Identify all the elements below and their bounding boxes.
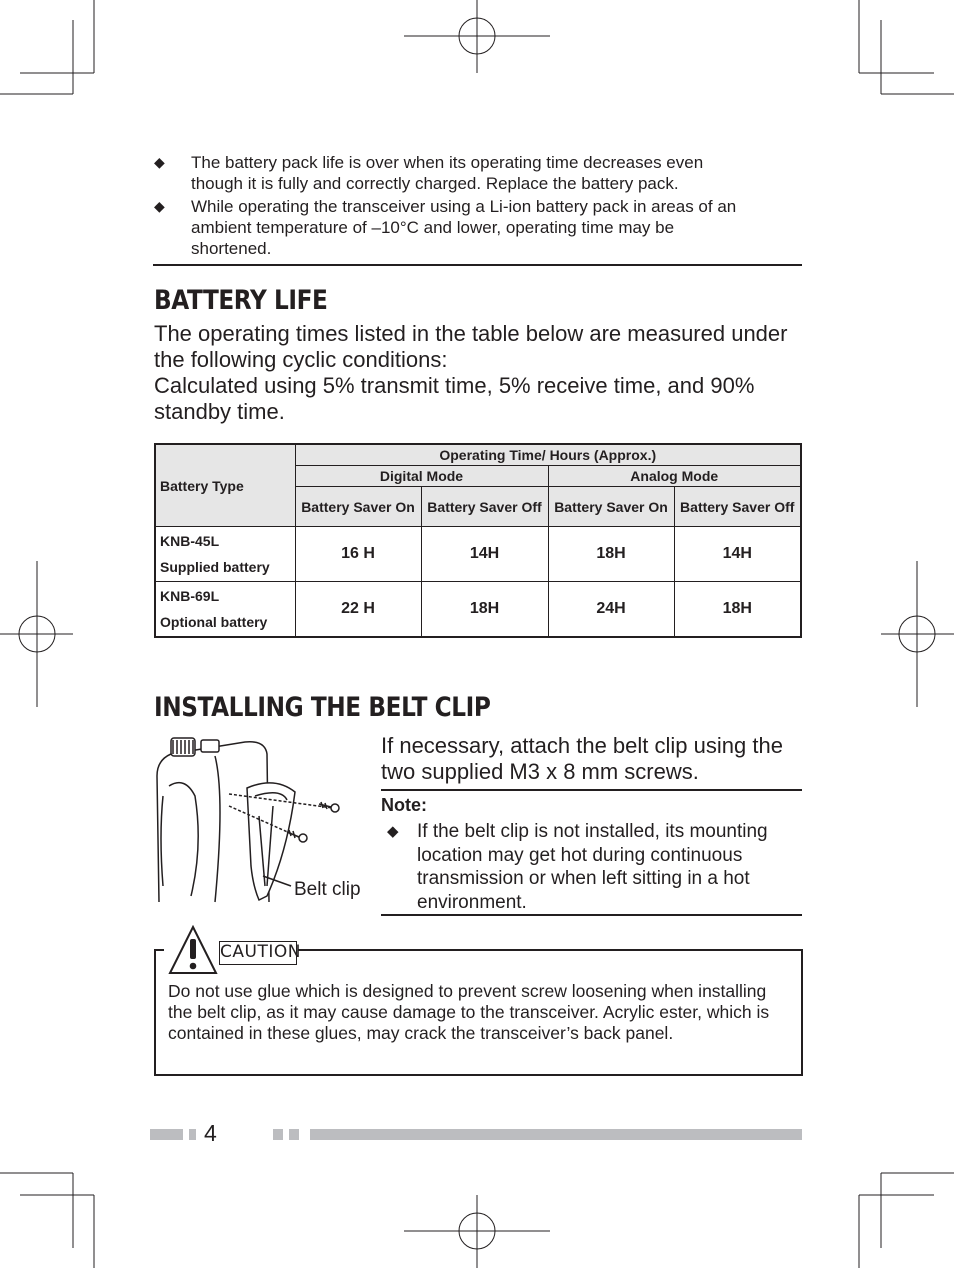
table-row — [155, 582, 801, 637]
battery-model: KNB-45L — [160, 533, 220, 549]
header-saver-on: Battery Saver On — [548, 487, 674, 527]
section-title-battery-life: BATTERY LIFE — [154, 285, 328, 316]
section-divider — [153, 264, 802, 266]
table-cell: 18H — [674, 582, 801, 637]
header-saver-off: Battery Saver Off — [421, 487, 548, 527]
belt-clip-callout: Belt clip — [294, 879, 361, 900]
battery-life-table — [154, 443, 802, 638]
battery-desc: Supplied battery — [160, 559, 270, 575]
intro-paragraph: Calculated using 5% transmit time, 5% receive time, and 90% standby time. — [154, 373, 755, 424]
header-analog-mode: Analog Mode — [548, 466, 801, 487]
table-cell: 16 H — [295, 527, 421, 582]
belt-clip-illustration — [155, 736, 375, 904]
header-saver-on: Battery Saver On — [295, 487, 421, 527]
header-saver-off: Battery Saver Off — [674, 487, 801, 527]
belt-clip-note-text: If the belt clip is not installed, its mounting location may get hot during continuous transmission or when left sitting in a hot environment. — [417, 821, 768, 913]
note-text: The battery pack life is over when its operating time decreases even though it is fully and correctly charged. Replace the battery pack. — [191, 153, 704, 193]
bullet-icon: ◆ — [154, 154, 165, 170]
note-item — [153, 152, 801, 194]
header-operating-time: Operating Time/ Hours (Approx.) — [295, 444, 801, 466]
note-rule-top — [381, 789, 802, 791]
table-cell: 14H — [421, 527, 548, 582]
row-label — [155, 527, 295, 582]
intro-paragraph: The operating times listed in the table below are measured under the following cyclic conditions: — [154, 321, 788, 372]
table-cell: 18H — [421, 582, 548, 637]
battery-model: KNB-69L — [160, 587, 220, 604]
battery-notes — [153, 152, 801, 261]
footer-bar — [310, 1129, 802, 1140]
note-label: Note: — [381, 795, 427, 815]
battery-desc: Optional battery — [160, 613, 268, 630]
row-label — [155, 582, 295, 637]
belt-clip-note — [381, 820, 801, 914]
bullet-icon: ◆ — [387, 823, 399, 840]
table-cell: 24H — [548, 582, 674, 637]
footer-bar — [289, 1129, 299, 1140]
header-digital-mode: Digital Mode — [295, 466, 548, 487]
footer-bar — [273, 1129, 283, 1140]
footer-bar — [150, 1129, 183, 1140]
table-cell: 14H — [674, 527, 801, 582]
note-rule-bottom — [381, 914, 802, 916]
bullet-icon: ◆ — [154, 198, 165, 214]
table-row — [155, 527, 801, 582]
belt-clip-instruction: If necessary, attach the belt clip using the two supplied M3 x 8 mm screws. — [381, 733, 783, 784]
warning-triangle-icon — [168, 925, 218, 977]
table-cell: 22 H — [295, 582, 421, 637]
note-item — [153, 196, 801, 259]
footer-bar — [189, 1129, 196, 1140]
note-text: While operating the transceiver using a Li-ion battery pack in areas of an ambient temperature of –10°C and lower, operating time may be shortened. — [191, 197, 737, 258]
battery-life-intro — [154, 321, 794, 425]
caution-label: CAUTION — [219, 941, 297, 965]
caution-text: Do not use glue which is designed to prevent screw loosening when installing the belt clip, as it may cause damage to the transceiver. Acrylic ester, which is contained in these glues, may crack the transceiver’s back panel. — [168, 981, 770, 1043]
page-number: 4 — [204, 1120, 217, 1146]
section-title-belt-clip: INSTALLING THE BELT CLIP — [154, 692, 491, 723]
header-battery-type: Battery Type — [155, 444, 295, 527]
table-cell: 18H — [548, 527, 674, 582]
